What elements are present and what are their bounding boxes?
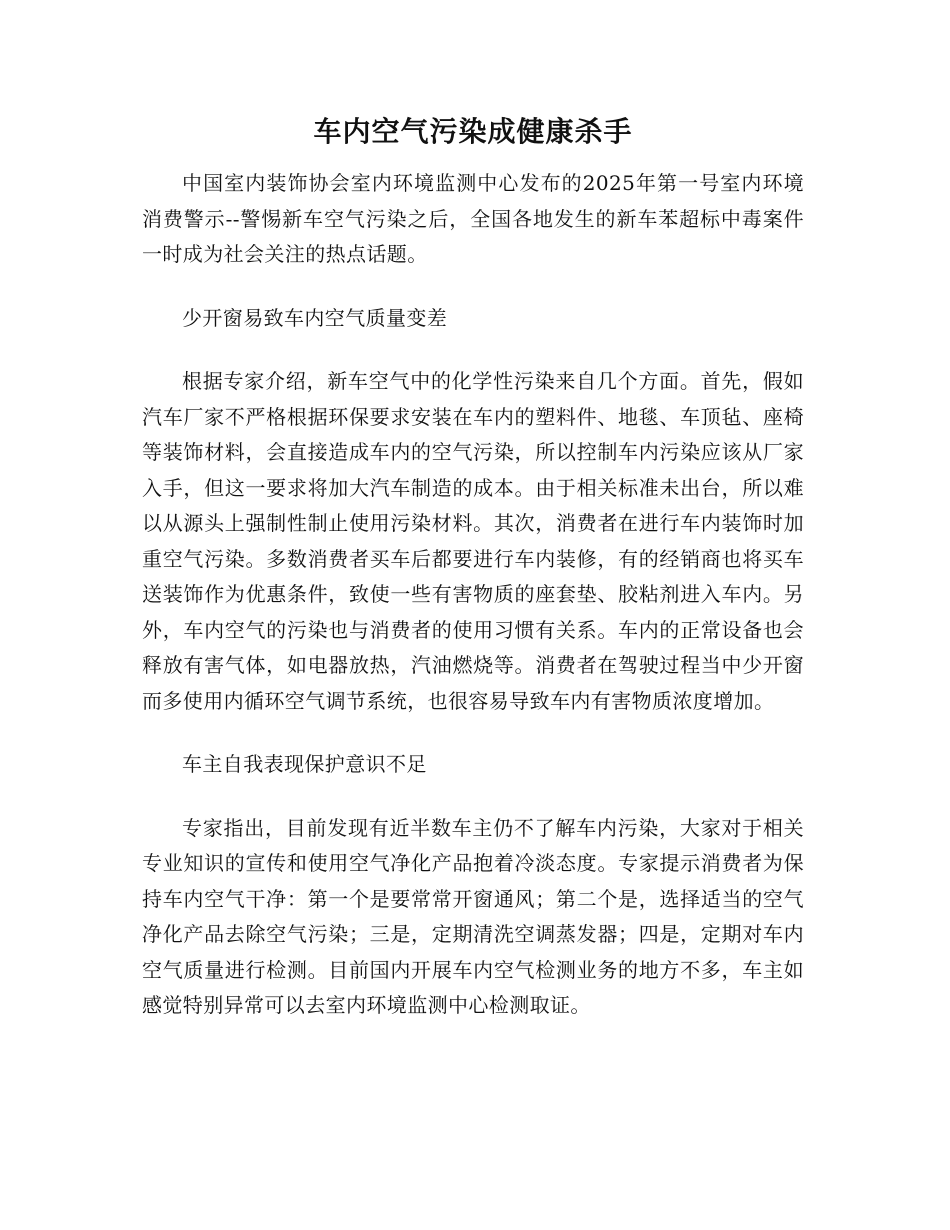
intro-paragraph: 中国室内装饰协会室内环境监测中心发布的2025年第一号室内环境消费警示--警惕新车空气污染之后，全国各地发生的新车苯超标中毒案件一时成为社会关注的热点话题。: [142, 171, 804, 266]
pollution-sources-paragraph: 根据专家介绍，新车空气中的化学性污染来自几个方面。首先，假如汽车厂家不严格根据环保要求安装在车内的塑料件、地毯、车顶毡、座椅等装饰材料，会直接造成车内的空气污染，所以控制车内污染应该从厂家入手，但这一要求将加大汽车制造的成本。由于相关标准未出台，所以难以从源头上强制性制止使用污染材料。其次，消费者在进行车内装饰时加重空气污染。多数消费者买车后都要进行车内装修，有的经销商也将买车送装饰作为优惠条件，致使一些有害物质的座套垫、胶粘剂进入车内。另外，车内空气的污染也与消费者的使用习惯有关系。车内的正常设备也会释放有害气体，如电器放热，汽油燃烧等。消费者在驾驶过程当中少开窗而多使用内循环空气调节系统，也很容易导致车内有害物质浓度增加。: [142, 369, 804, 713]
section-heading-ventilation: 少开窗易致车内空气质量变差: [182, 305, 448, 330]
section-heading-awareness: 车主自我表现保护意识不足: [182, 752, 427, 776]
document-title: 车内空气污染成健康杀手: [313, 115, 633, 148]
document-body: [142, 110, 804, 1024]
expert-advice-paragraph: 专家指出，目前发现有近半数车主仍不了解车内污染，大家对于相关专业知识的宣传和使用空气净化产品抱着冷淡态度。专家提示消费者为保持车内空气干净：第一个是要常常开窗通风；第二个是，选择适当的空气净化产品去除空气污染；三是，定期清洗空调蒸发器；四是，定期对车内空气质量进行检测。目前国内开展车内空气检测业务的地方不多，车主如感觉特别异常可以去室内环境监测中心检测取证。: [142, 815, 804, 1017]
